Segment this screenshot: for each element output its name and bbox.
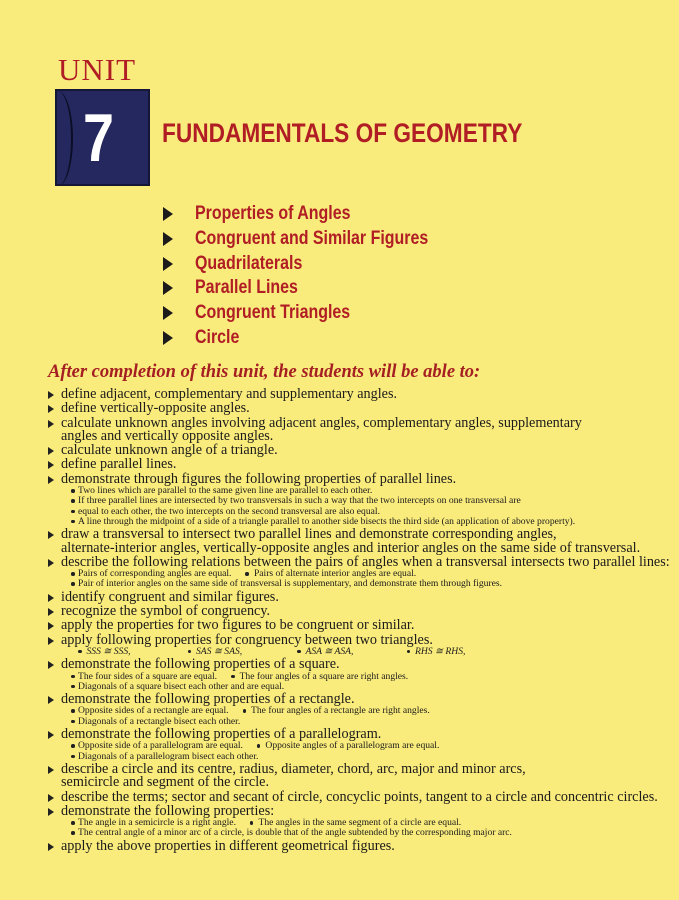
bullet-icon — [48, 661, 54, 669]
objective-item — [46, 788, 671, 805]
sub-list — [61, 818, 671, 839]
objectives-intro: After completion of this unit, the students will be able to: — [48, 362, 481, 382]
sub-item-text: The four angles of a square are right angles. — [239, 670, 409, 682]
sub-item-text: Two lines which are parallel to the same given line are parallel to each other. — [78, 485, 373, 497]
dot-icon — [78, 650, 82, 654]
bullet-icon — [48, 696, 54, 704]
objective-text: define vertically-opposite angles. — [61, 400, 250, 417]
objective-text: identify congruent and similar figures. — [61, 588, 279, 605]
topic-item: Quadrilaterals — [160, 251, 473, 276]
topic-item: Parallel Lines — [160, 276, 473, 301]
objective-text: calculate unknown angle of a triangle. — [61, 442, 278, 459]
dot-icon — [71, 572, 75, 576]
topic-item: Circle — [160, 325, 473, 350]
objective-text: recognize the symbol of congruency. — [61, 603, 271, 620]
objective-item — [46, 444, 671, 457]
objective-text: demonstrate through figures the following properties of parallel lines. — [61, 470, 457, 487]
objective-item — [46, 760, 671, 791]
objective-item — [46, 553, 671, 590]
objective-item — [46, 458, 671, 471]
bullet-icon — [48, 622, 54, 630]
objective-text: demonstrate the following properties of a square. — [61, 656, 340, 673]
dot-icon — [71, 510, 75, 514]
objective-text: define adjacent, complementary and supplementary angles. — [61, 386, 398, 402]
arrow-icon — [163, 306, 173, 320]
dot-icon — [243, 709, 247, 713]
objective-text: describe the terms; sector and secant of circle, concyclic points, tangent to a circle and concentric circles. — [61, 788, 658, 805]
dot-icon — [71, 831, 75, 835]
topic-item: Congruent and Similar Figures — [160, 227, 473, 252]
sub-list — [61, 569, 671, 590]
objective-item — [46, 619, 671, 632]
bullet-icon — [48, 405, 54, 413]
sub-item-text: The four sides of a square are equal. — [78, 670, 218, 682]
objective-item — [46, 402, 671, 415]
dot-icon — [71, 709, 75, 713]
decorative-arc — [43, 91, 73, 186]
bullet-icon — [48, 594, 54, 602]
sub-item-text: The four angles of a rectangle are right angles. — [251, 705, 430, 717]
bullet-icon — [48, 531, 54, 539]
sub-item-text: Opposite sides of a rectangle are equal. — [78, 705, 229, 717]
objective-item — [46, 728, 671, 762]
bullet-icon — [48, 808, 54, 816]
sub-list — [61, 672, 671, 693]
objective-continuation: semicircle and segment of the circle. — [61, 774, 269, 791]
objective-text: define parallel lines. — [61, 456, 177, 473]
dot-icon — [71, 499, 75, 503]
sub-item-text: The angles in the same segment of a circle are equal. — [258, 817, 462, 829]
objective-text: demonstrate the following properties of a rectangle. — [61, 691, 355, 708]
objective-text: calculate unknown angles involving adjacent angles, complementary angles, supplementary — [61, 414, 582, 431]
sub-item-text: Diagonals of a rectangle bisect each other. — [78, 715, 241, 727]
congruency-rule: SSS ≅ SSS, — [86, 645, 131, 657]
bullet-icon — [48, 637, 54, 645]
objective-item — [46, 631, 671, 658]
sub-list — [61, 706, 671, 727]
objective-item — [46, 802, 671, 839]
objective-text: demonstrate the following properties: — [61, 802, 275, 819]
bullet-icon — [48, 794, 54, 802]
arrow-icon — [163, 207, 173, 221]
dot-icon — [71, 744, 75, 748]
dot-icon — [71, 582, 75, 586]
sub-list — [61, 741, 671, 762]
congruency-rule: ASA ≅ ASA, — [305, 645, 354, 657]
sub-item-text: Diagonals of a parallelogram bisect each other. — [78, 750, 259, 762]
objective-item — [46, 658, 671, 692]
objective-item — [46, 414, 671, 444]
bullet-icon — [48, 461, 54, 469]
objective-text: draw a transversal to intersect two parallel lines and demonstrate corresponding angles, — [61, 526, 557, 543]
arrow-icon — [163, 331, 173, 345]
objective-continuation: alternate-interior angles, vertically-opposite angles and interior angles on the same side of transversal. — [61, 539, 641, 556]
objective-item — [46, 588, 671, 605]
bullet-icon — [48, 843, 54, 851]
objective-item — [46, 528, 671, 555]
objective-item — [46, 388, 671, 401]
dot-icon — [71, 821, 75, 825]
sub-item-text: Diagonals of a square bisect each other and are equal. — [78, 680, 285, 692]
dot-icon — [71, 755, 75, 759]
sub-item-text: A line through the midpoint of a side of a triangle parallel to another side bisects the third side (an application of above property). — [78, 515, 576, 527]
dot-icon — [71, 489, 75, 493]
bullet-icon — [48, 447, 54, 455]
sub-item-text: The central angle of a minor arc of a circle, is double that of the angle subtended by the corresponding major arc. — [78, 827, 512, 839]
arrow-icon — [163, 281, 173, 295]
dot-icon — [71, 520, 75, 524]
objective-text: apply the above properties in different geometrical figures. — [61, 837, 395, 854]
sub-item-text: equal to each other, the two intercepts on the second transversal are also equal. — [78, 505, 380, 517]
objective-text: describe the following relations between the pairs of angles when a transversal intersects two parallel lines: — [61, 553, 670, 570]
arrow-icon — [163, 257, 173, 271]
unit-number: 7 — [83, 100, 115, 176]
bullet-icon — [48, 476, 54, 484]
arrow-icon — [163, 232, 173, 246]
bullet-icon — [48, 608, 54, 616]
sub-item-text: Opposite side of a parallelogram are equal. — [78, 740, 243, 752]
bullet-icon — [48, 391, 54, 399]
dot-icon — [257, 744, 261, 748]
sub-item-text: Opposite angles of a parallelogram are equal. — [265, 740, 440, 752]
objective-item — [46, 693, 671, 727]
dot-icon — [71, 675, 75, 679]
dot-icon — [250, 821, 254, 825]
dot-icon — [297, 650, 301, 654]
objective-text: apply the properties for two figures to be congruent or similar. — [61, 617, 415, 634]
sub-list — [61, 486, 671, 527]
unit-number-box — [55, 89, 150, 186]
objective-text: demonstrate the following properties of a parallelogram. — [61, 726, 382, 743]
objectives-list — [46, 388, 671, 854]
topic-item: Congruent Triangles — [160, 301, 473, 326]
topic-list — [160, 202, 473, 350]
bullet-icon — [48, 559, 54, 567]
sub-item-text: Pair of interior angles on the same side of transversal is supplementary, and demonstrate them through figures. — [78, 578, 503, 590]
congruency-rule: SAS ≅ SAS, — [196, 645, 243, 657]
dot-icon — [231, 675, 235, 679]
objective-item — [46, 837, 671, 854]
objective-item — [46, 470, 671, 527]
sub-item-text: The angle in a semicircle is a right angle. — [78, 817, 236, 829]
objective-text: describe a circle and its centre, radius, diameter, chord, arc, major and minor arcs, — [61, 760, 526, 777]
objective-text: apply following properties for congruency between two triangles. — [61, 631, 433, 648]
bullet-icon — [48, 766, 54, 774]
sub-item-text: Pairs of alternate interior angles are equal. — [253, 568, 417, 580]
sub-item-text: Pairs of corresponding angles are equal. — [78, 568, 232, 580]
topic-item: Properties of Angles — [160, 202, 473, 227]
congruency-rule: RHS ≅ RHS, — [415, 645, 466, 657]
dot-icon — [71, 720, 75, 724]
dot-icon — [188, 650, 192, 654]
dot-icon — [245, 572, 249, 576]
unit-title: FUNDAMENTALS OF GEOMETRY — [162, 118, 523, 148]
objective-item — [46, 605, 671, 618]
objective-continuation: angles and vertically opposite angles. — [61, 427, 274, 444]
dot-icon — [407, 650, 411, 654]
dot-icon — [71, 685, 75, 689]
unit-label: UNIT — [58, 52, 137, 87]
bullet-icon — [48, 420, 54, 428]
bullet-icon — [48, 731, 54, 739]
sub-item-text: If three parallel lines are intersected by two transversals in such a way that the two intercepts on one transversal are — [78, 495, 521, 507]
